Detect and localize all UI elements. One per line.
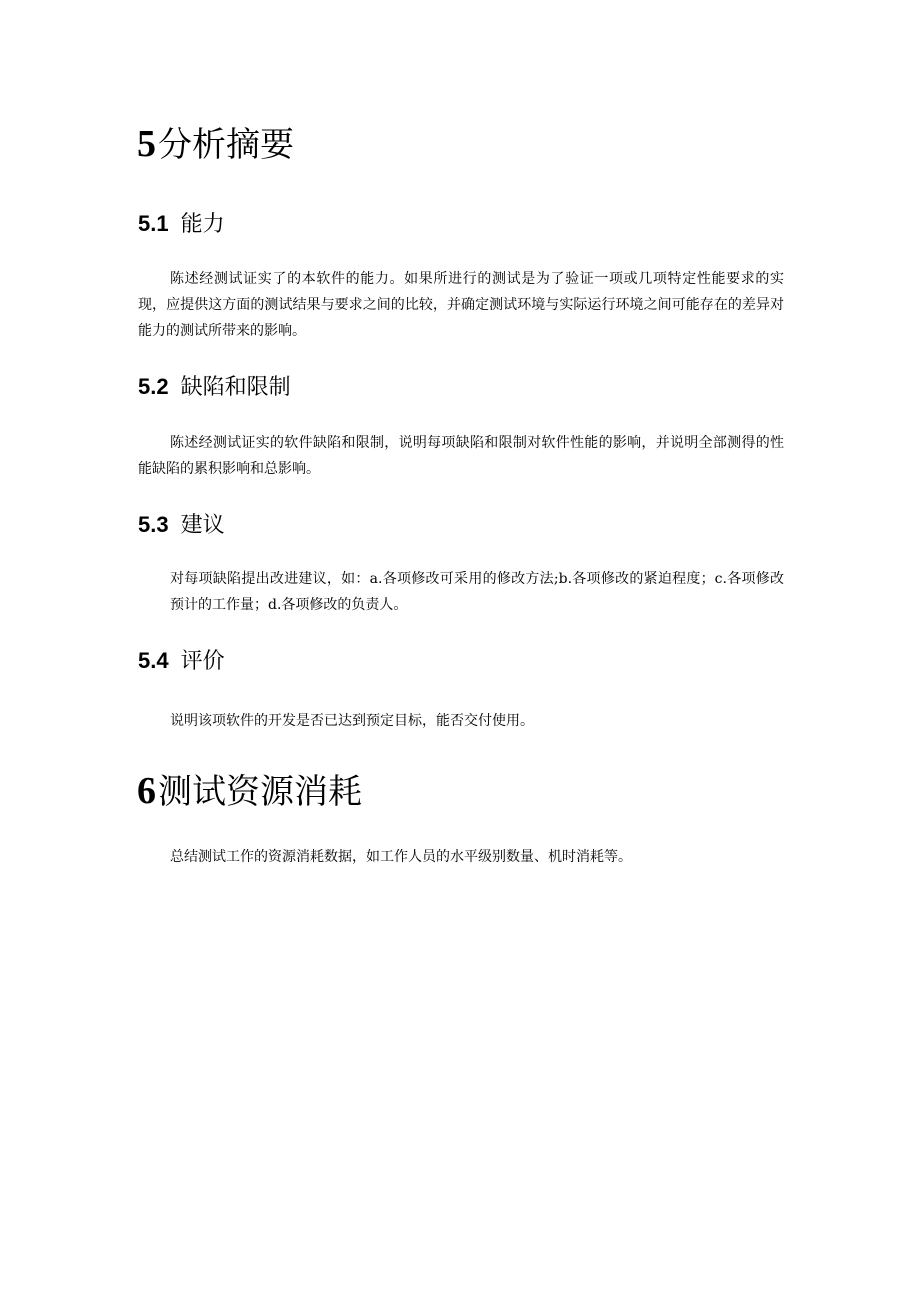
section-6-heading <box>137 771 362 812</box>
subsection-5-2-heading <box>138 373 291 402</box>
section-number: 6 <box>137 770 156 812</box>
subsection-5-4-paragraph: 说明该项软件的开发是否已达到预定目标，能否交付使用。 <box>170 713 534 729</box>
subsection-5-3-paragraph: 对每项缺陷提出改进建议，如：a.各项修改可采用的修改方法;b.各项修改的紧迫程度；c.各项修改预计的工作量；d.各项修改的负责人。 <box>170 571 784 613</box>
section-title: 分析摘要 <box>158 125 294 165</box>
section-number: 5 <box>137 123 156 165</box>
subsection-number: 5.2 <box>138 374 169 399</box>
subsection-number: 5.3 <box>138 512 169 537</box>
subsection-number: 5.4 <box>138 648 169 673</box>
subsection-5-2-paragraph: 陈述经测试证实的软件缺陷和限制，说明每项缺陷和限制对软件性能的影响，并说明全部测得的性能缺陷的累积影响和总影响。 <box>138 435 784 477</box>
subsection-title: 能力 <box>180 212 225 237</box>
subsection-5-3-heading <box>138 511 225 540</box>
subsection-title: 缺陷和限制 <box>180 375 291 400</box>
section-5-heading <box>137 124 294 165</box>
section-title: 测试资源消耗 <box>158 772 362 812</box>
section-6-paragraph: 总结测试工作的资源消耗数据，如工作人员的水平级别数量、机时消耗等。 <box>170 849 632 865</box>
subsection-5-4-heading <box>138 647 225 676</box>
subsection-number: 5.1 <box>138 211 169 236</box>
subsection-5-1-paragraph: 陈述经测试证实了的本软件的能力。如果所进行的测试是为了验证一项或几项特定性能要求的实现，应提供这方面的测试结果与要求之间的比较，并确定测试环境与实际运行环境之间可能存在的差异对能力的测试所带来的影响。 <box>138 271 784 339</box>
subsection-title: 建议 <box>180 513 225 538</box>
subsection-5-1-heading <box>138 210 225 239</box>
subsection-title: 评价 <box>180 649 225 674</box>
